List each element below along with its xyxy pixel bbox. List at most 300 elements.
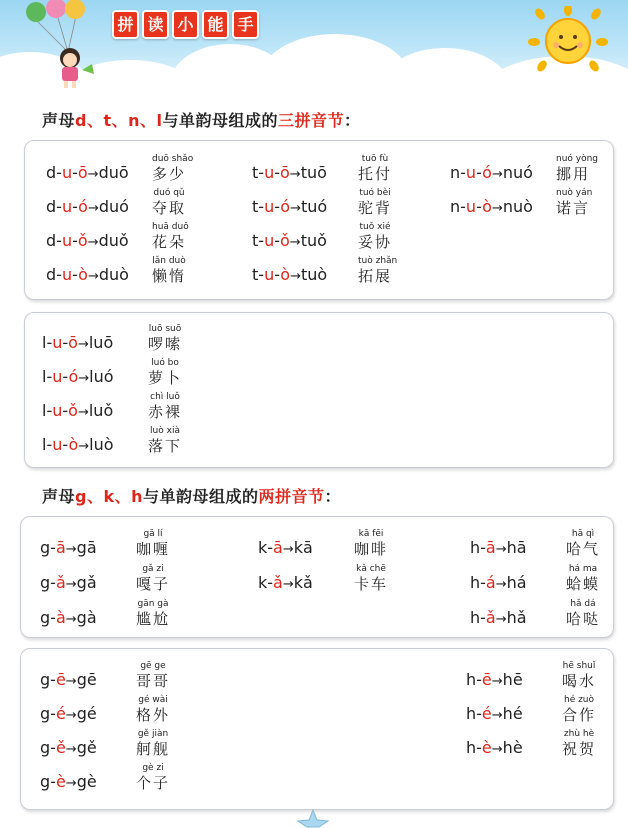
example-word: [136, 763, 170, 793]
spelling-part: -: [267, 538, 274, 557]
word-hanzi: 赤裸: [148, 403, 183, 421]
heading-text: 声母: [42, 111, 76, 130]
word-hanzi: 咖喱: [136, 540, 171, 558]
spelling-formula: [40, 538, 97, 557]
vowel-part: u: [52, 401, 63, 420]
syllable-entry: [470, 560, 610, 594]
word-hanzi: 个子: [136, 774, 171, 792]
arrow: →: [78, 371, 90, 386]
vowel-part: è: [55, 772, 66, 791]
vowel-part: u: [52, 367, 63, 386]
word-hanzi: 诺言: [556, 199, 591, 217]
syllable-entry: [46, 252, 236, 286]
title-char: 拼: [112, 10, 139, 39]
spelling-part: d: [46, 163, 57, 182]
word-hanzi: 拓展: [358, 267, 393, 285]
spelling-part: g: [40, 670, 51, 689]
example-word: [152, 188, 186, 218]
arrow: →: [289, 167, 301, 182]
word-hanzi: 卡车: [354, 575, 389, 593]
arrow: →: [78, 439, 90, 454]
arrow: →: [77, 405, 89, 420]
spelling-part: d: [46, 197, 57, 216]
word-pinyin: gān gà: [137, 599, 169, 609]
star-icon: [296, 808, 330, 828]
spelling-part: t: [252, 231, 259, 250]
spelling-part: gē: [76, 670, 97, 689]
example-word: [148, 392, 182, 422]
spelling-part: kā: [293, 538, 313, 557]
vowel-part: ǎ: [55, 573, 66, 592]
spelling-part: kǎ: [293, 573, 313, 592]
spelling-part: g: [40, 538, 51, 557]
word-pinyin: luó bo: [151, 358, 179, 368]
example-word: [136, 695, 170, 725]
spelling-part: nuó: [502, 163, 533, 182]
arrow: →: [65, 612, 77, 627]
spelling-part: -: [476, 670, 482, 689]
vowel-part: ā: [55, 538, 66, 557]
spelling-part: -: [56, 231, 62, 250]
word-hanzi: 花朵: [152, 233, 187, 251]
spelling-part: tuō: [300, 163, 327, 182]
arrow: →: [282, 542, 294, 557]
word-pinyin: nuó yòng: [556, 154, 599, 164]
spelling-formula: [40, 738, 97, 757]
page-header: [0, 0, 628, 92]
spelling-part: luó: [89, 367, 114, 386]
word-pinyin: chì luǒ: [150, 392, 180, 402]
sun-icon: [528, 6, 608, 76]
spelling-part: -: [50, 704, 56, 723]
example-word: [148, 358, 182, 388]
spelling-formula: [252, 197, 327, 216]
spelling-part: hǎ: [506, 608, 527, 627]
arrow: →: [77, 337, 89, 352]
word-pinyin: tuó bèi: [359, 188, 391, 198]
arrow: →: [282, 577, 294, 592]
spelling-formula: [258, 538, 313, 557]
example-word: [354, 529, 388, 559]
spelling-part: -: [274, 265, 281, 284]
syllable-entry: [40, 560, 240, 594]
spelling-part: -: [46, 333, 53, 352]
word-hanzi: 懒惰: [152, 267, 187, 285]
spelling-part: d: [46, 265, 57, 284]
example-word: [562, 695, 596, 725]
spelling-part: hé: [502, 704, 523, 723]
spelling-part: -: [62, 333, 69, 352]
spelling-formula: [466, 704, 523, 723]
heading-text: 声母: [42, 487, 76, 506]
spelling-part: k: [258, 573, 268, 592]
syllable-entry: [252, 150, 442, 184]
spelling-part: hè: [502, 738, 523, 757]
example-word: [566, 564, 600, 594]
syllable-entry: [40, 657, 240, 691]
vowel-part: à: [55, 608, 66, 627]
example-word: [148, 324, 182, 354]
vowel-part: ó: [78, 197, 88, 216]
heading-text: ：: [324, 487, 342, 506]
syllable-entry: [40, 725, 240, 759]
spelling-part: duò: [98, 265, 129, 284]
arrow: →: [491, 708, 503, 723]
word-pinyin: tuò zhǎn: [358, 256, 398, 266]
spelling-part: g: [40, 608, 51, 627]
spelling-part: -: [56, 265, 62, 284]
vowel-part: ò: [482, 197, 492, 216]
spelling-part: t: [252, 163, 259, 182]
arrow: →: [65, 742, 77, 757]
title-char: 手: [232, 10, 259, 39]
spelling-part: h: [470, 608, 481, 627]
arrow: →: [290, 269, 301, 284]
spelling-part: -: [62, 367, 69, 386]
spelling-part: -: [258, 265, 265, 284]
spelling-part: -: [258, 197, 265, 216]
vowel-part: u: [465, 197, 477, 216]
spelling-formula: [470, 608, 527, 627]
spelling-part: -: [476, 163, 483, 182]
spelling-part: -: [480, 608, 486, 627]
spelling-formula: [470, 573, 527, 592]
syllable-entry: [470, 525, 610, 559]
word-pinyin: hǎ dá: [570, 599, 596, 609]
spelling-part: l: [42, 401, 47, 420]
spelling-formula: [466, 670, 523, 689]
spelling-part: -: [50, 538, 56, 557]
heading-initials: d、t、n、l: [75, 111, 163, 130]
spelling-part: -: [56, 197, 62, 216]
example-word: [136, 564, 170, 594]
heading-emphasis: 两拼音节: [258, 487, 325, 506]
word-pinyin: nuò yán: [556, 188, 593, 198]
spelling-formula: [450, 163, 533, 182]
spelling-formula: [46, 265, 129, 284]
vowel-part: u: [61, 231, 73, 250]
spelling-part: hā: [506, 538, 527, 557]
spelling-formula: [46, 231, 129, 250]
word-hanzi: 哥哥: [136, 672, 171, 690]
spelling-part: d: [46, 231, 57, 250]
heading-initials: g、k、h: [75, 487, 144, 506]
heading-text: ：: [344, 111, 361, 130]
word-hanzi: 尴尬: [136, 610, 171, 628]
word-hanzi: 挪用: [556, 165, 591, 183]
spelling-formula: [470, 538, 527, 557]
spelling-part: -: [50, 670, 56, 689]
spelling-part: h: [466, 670, 477, 689]
word-hanzi: 托付: [358, 165, 393, 183]
example-word: [358, 188, 392, 218]
spelling-part: t: [252, 197, 259, 216]
vowel-part: ǎ: [273, 573, 283, 592]
word-pinyin: gǎ zi: [142, 564, 164, 574]
spelling-part: -: [72, 265, 79, 284]
vowel-part: ō: [279, 163, 290, 182]
spelling-part: nuò: [502, 197, 533, 216]
spelling-part: -: [46, 435, 53, 454]
arrow: →: [495, 612, 507, 627]
word-hanzi: 多少: [152, 165, 187, 183]
syllable-entry: [252, 184, 442, 218]
spelling-part: k: [258, 538, 268, 557]
spelling-part: -: [258, 163, 265, 182]
arrow: →: [491, 674, 503, 689]
spelling-part: -: [476, 704, 482, 723]
spelling-formula: [258, 573, 313, 592]
arrow: →: [289, 235, 301, 250]
vowel-part: ō: [68, 333, 78, 352]
word-hanzi: 哈哒: [566, 610, 601, 628]
vowel-part: u: [61, 163, 73, 182]
spelling-part: -: [460, 197, 466, 216]
word-pinyin: luò xià: [150, 426, 180, 436]
vowel-part: ǒ: [279, 231, 290, 250]
word-pinyin: luō suō: [148, 324, 182, 334]
arrow: →: [87, 201, 99, 216]
word-pinyin: gē ge: [140, 661, 166, 671]
example-word: [354, 564, 388, 594]
spelling-part: gè: [76, 772, 97, 791]
spelling-part: -: [72, 163, 78, 182]
word-hanzi: 哈气: [566, 540, 601, 558]
syllable-entry: [450, 184, 610, 218]
arrow: →: [491, 201, 503, 216]
word-hanzi: 舸舰: [136, 740, 171, 758]
spelling-formula: [40, 573, 97, 592]
arrow: →: [87, 269, 99, 284]
vowel-part: è: [481, 738, 492, 757]
spelling-part: -: [62, 435, 69, 454]
spelling-formula: [42, 435, 114, 454]
section1-heading: [42, 108, 361, 131]
vowel-part: u: [264, 265, 275, 284]
arrow: →: [65, 708, 77, 723]
spelling-part: duó: [98, 197, 129, 216]
vowel-part: ē: [481, 670, 492, 689]
arrow: →: [87, 235, 99, 250]
syllable-entry: [46, 150, 236, 184]
word-hanzi: 嘎子: [136, 575, 171, 593]
vowel-part: ā: [485, 538, 496, 557]
vowel-part: ē: [55, 670, 66, 689]
spelling-part: g: [40, 704, 51, 723]
arrow: →: [65, 674, 77, 689]
vowel-part: ǒ: [77, 231, 88, 250]
example-word: [562, 729, 596, 759]
spelling-part: -: [56, 163, 62, 182]
word-hanzi: 萝卜: [148, 369, 183, 387]
spelling-part: l: [42, 367, 47, 386]
word-pinyin: kǎ chē: [356, 564, 386, 574]
example-word: [152, 256, 186, 286]
example-word: [562, 661, 596, 691]
spelling-part: gà: [76, 608, 97, 627]
spelling-part: l: [42, 333, 47, 352]
word-pinyin: gā lí: [143, 529, 163, 539]
word-pinyin: huā duǒ: [152, 222, 189, 232]
syllable-entry: [466, 725, 606, 759]
example-word: [358, 256, 397, 286]
vowel-part: é: [481, 704, 492, 723]
example-word: [358, 154, 392, 184]
spelling-part: tuǒ: [300, 231, 327, 250]
arrow: →: [65, 577, 77, 592]
vowel-part: u: [52, 435, 63, 454]
spelling-formula: [40, 670, 97, 689]
syllable-entry: [40, 759, 240, 793]
girl-icon: [60, 48, 94, 88]
arrow: →: [290, 201, 301, 216]
heading-text: 与单韵母组成的: [162, 111, 279, 130]
syllable-entry: [466, 691, 606, 725]
word-pinyin: hé zuò: [563, 695, 595, 705]
spelling-formula: [42, 367, 114, 386]
example-word: [136, 661, 170, 691]
arrow: →: [65, 776, 77, 791]
spelling-part: -: [50, 738, 56, 757]
spelling-part: g: [40, 738, 51, 757]
spelling-part: -: [50, 573, 56, 592]
vowel-part: u: [264, 163, 275, 182]
word-hanzi: 落下: [148, 437, 183, 455]
word-pinyin: hē shuǐ: [562, 661, 596, 671]
syllable-entry: [466, 657, 606, 691]
spelling-part: tuó: [300, 197, 328, 216]
example-word: [556, 188, 592, 218]
spelling-formula: [252, 265, 327, 284]
spelling-formula: [252, 163, 327, 182]
example-word: [566, 599, 600, 629]
spelling-part: luǒ: [88, 401, 114, 420]
spelling-part: -: [72, 231, 78, 250]
example-word: [152, 154, 193, 184]
spelling-formula: [46, 163, 129, 182]
syllable-entry: [450, 150, 610, 184]
spelling-part: h: [466, 738, 477, 757]
spelling-part: n: [450, 197, 461, 216]
vowel-part: ó: [280, 197, 291, 216]
spelling-part: duō: [98, 163, 129, 182]
spelling-part: hē: [502, 670, 523, 689]
page-title: [112, 10, 259, 39]
spelling-part: -: [46, 367, 53, 386]
spelling-part: t: [252, 265, 259, 284]
word-pinyin: há ma: [568, 564, 598, 574]
spelling-part: há: [506, 573, 527, 592]
vowel-part: é: [55, 704, 66, 723]
example-word: [152, 222, 189, 252]
heading-text: 与单韵母组成的: [143, 487, 259, 506]
vowel-part: u: [264, 197, 275, 216]
syllable-entry: [42, 354, 232, 388]
vowel-part: ā: [273, 538, 283, 557]
example-word: [136, 599, 170, 629]
word-pinyin: gè zi: [142, 763, 164, 773]
spelling-part: -: [274, 197, 281, 216]
vowel-part: á: [485, 573, 496, 592]
word-pinyin: hā qì: [571, 529, 595, 539]
syllable-entry: [42, 388, 232, 422]
title-char: 能: [202, 10, 229, 39]
spelling-part: duǒ: [98, 231, 129, 250]
spelling-part: -: [258, 231, 265, 250]
spelling-part: gǎ: [76, 573, 97, 592]
spelling-part: g: [40, 573, 51, 592]
arrow: →: [495, 542, 507, 557]
spelling-part: -: [480, 573, 486, 592]
spelling-part: -: [72, 197, 79, 216]
spelling-formula: [42, 333, 113, 352]
spelling-part: g: [40, 772, 51, 791]
spelling-part: -: [274, 231, 280, 250]
arrow: →: [491, 167, 503, 182]
example-word: [136, 529, 170, 559]
spelling-part: h: [466, 704, 477, 723]
syllable-entry: [252, 252, 442, 286]
spelling-part: -: [460, 163, 466, 182]
vowel-part: ó: [68, 367, 79, 386]
syllable-entry: [40, 691, 240, 725]
word-pinyin: tuǒ xié: [359, 222, 391, 232]
example-word: [358, 222, 392, 252]
word-hanzi: 妥协: [358, 233, 393, 251]
vowel-part: ó: [482, 163, 492, 182]
word-pinyin: tuō fù: [361, 154, 389, 164]
word-pinyin: kā fēi: [358, 529, 384, 539]
spelling-part: luò: [89, 435, 114, 454]
syllable-entry: [42, 320, 232, 354]
spelling-part: gě: [76, 738, 97, 757]
word-hanzi: 喝水: [562, 672, 597, 690]
spelling-part: -: [267, 573, 274, 592]
word-pinyin: lǎn duò: [152, 256, 186, 266]
spelling-formula: [450, 197, 533, 216]
word-hanzi: 格外: [136, 706, 171, 724]
word-hanzi: 合作: [562, 706, 597, 724]
word-hanzi: 夺取: [152, 199, 187, 217]
title-char: 读: [142, 10, 169, 39]
spelling-part: -: [274, 163, 280, 182]
arrow: →: [495, 577, 507, 592]
word-pinyin: zhù hè: [563, 729, 595, 739]
syllable-entry: [40, 525, 240, 559]
heading-emphasis: 三拼音节: [278, 111, 345, 130]
spelling-formula: [40, 704, 97, 723]
syllable-entry: [258, 560, 458, 594]
syllable-entry: [470, 595, 610, 629]
arrow: →: [65, 542, 77, 557]
spelling-part: -: [50, 772, 56, 791]
arrow: →: [87, 167, 99, 182]
spelling-part: tuò: [300, 265, 328, 284]
example-word: [148, 426, 182, 456]
arrow: →: [491, 742, 503, 757]
vowel-part: u: [465, 163, 477, 182]
word-pinyin: duó qǔ: [153, 188, 185, 198]
word-pinyin: duō shǎo: [152, 154, 194, 164]
word-hanzi: 啰嗦: [148, 335, 183, 353]
spelling-formula: [46, 197, 129, 216]
spelling-formula: [40, 608, 97, 627]
title-char: 小: [172, 10, 199, 39]
vowel-part: u: [61, 197, 73, 216]
word-hanzi: 蛤蟆: [566, 575, 601, 593]
word-hanzi: 驼背: [358, 199, 393, 217]
syllable-entry: [252, 218, 442, 252]
